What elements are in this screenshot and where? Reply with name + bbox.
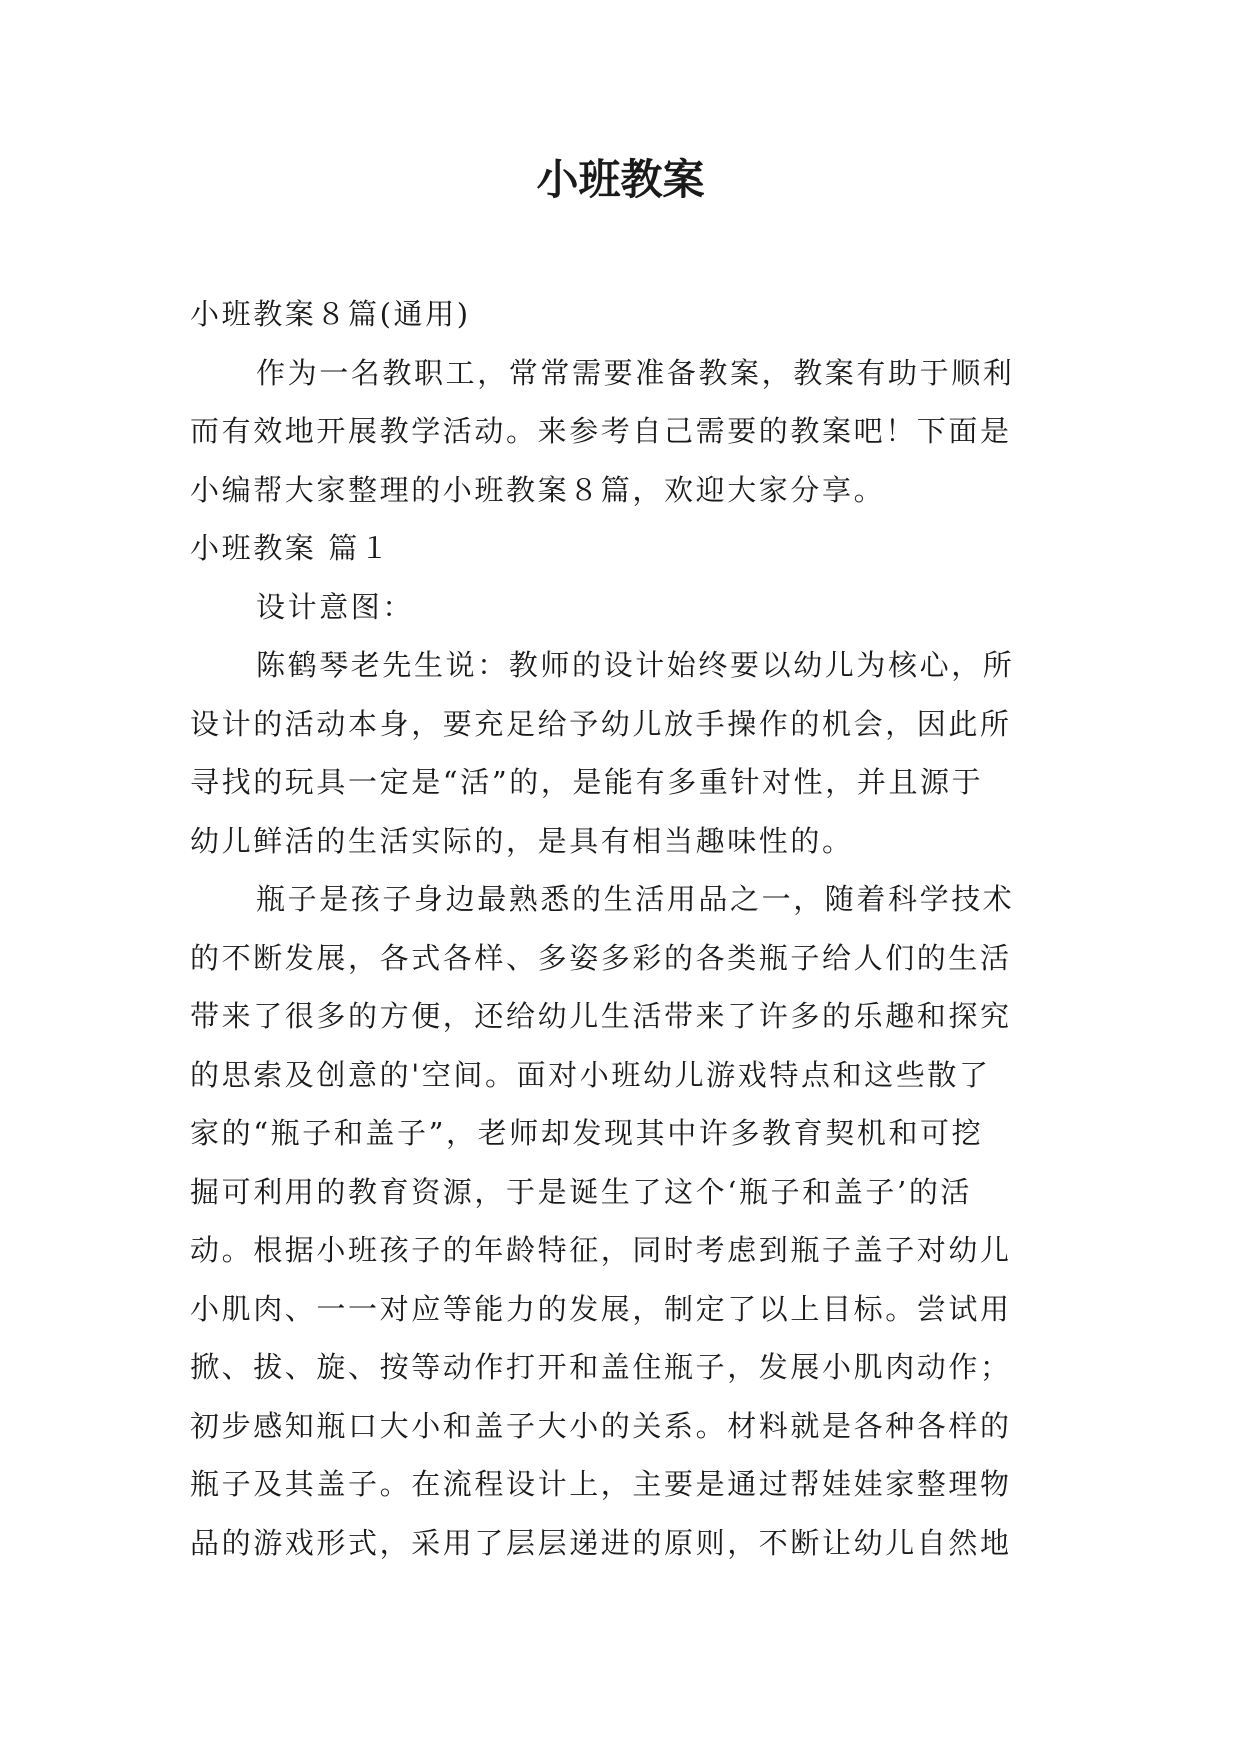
text-line: 家的“瓶子和盖子”，老师却发现其中许多教育契机和可挖 (190, 1116, 984, 1150)
text-line: 设计意图： (256, 589, 415, 624)
document-title: 小班教案 (536, 155, 705, 204)
text-line: 小肌肉、一一对应等能力的发展，制定了以上目标。尝试用 (190, 1291, 1012, 1326)
text-line: 的思索及创意的'空间。面对小班幼儿游戏特点和这些散了 (190, 1057, 991, 1092)
text-line: 而有效地开展教学活动。来参考自己需要的教案吧！下面是 (190, 414, 1012, 448)
document-body (190, 285, 1070, 1572)
text-line: 幼儿鲜活的生活实际的，是具有相当趣味性的。 (190, 823, 854, 858)
text-line: 的不断发展，各式各样、多姿多彩的各类瓶子给人们的生活 (190, 940, 1012, 975)
text-line: 动。根据小班孩子的年龄特征，同时考虑到瓶子盖子对幼儿 (190, 1233, 1012, 1267)
text-line: 寻找的玩具一定是“活”的，是能有多重针对性，并且源于 (190, 765, 984, 799)
text-line: 掘可利用的教育资源，于是诞生了这个‘瓶子和盖子’的活 (190, 1174, 973, 1209)
text-line: 初步感知瓶口大小和盖子大小的关系。材料就是各种各样的 (190, 1408, 1012, 1443)
text-line: 小编帮大家整理的小班教案８篇，欢迎大家分享。 (190, 472, 886, 507)
text-line: 设计的活动本身，要充足给予幼儿放手操作的机会，因此所 (190, 706, 1012, 741)
text-line: 品的游戏形式，采用了层层递进的原则，不断让幼儿自然地 (190, 1525, 1012, 1560)
text-line: 瓶子是孩子身边最熟悉的生活用品之一，随着科学技术 (256, 882, 1015, 916)
text-line: 作为一名教职工，常常需要准备教案，教案有助于顺利 (256, 355, 1015, 390)
text-line: 带来了很多的方便，还给幼儿生活带来了许多的乐趣和探究 (190, 999, 1012, 1033)
text-line: 瓶子及其盖子。在流程设计上，主要是通过帮娃娃家整理物 (190, 1467, 1012, 1501)
text-line: 小班教案 篇１ (190, 531, 392, 565)
text-line: 陈鹤琴老先生说：教师的设计始终要以幼儿为核心，所 (256, 648, 1015, 682)
text-line: 小班教案８篇(通用) (190, 297, 471, 331)
text-line: 掀、拔、旋、按等动作打开和盖住瓶子，发展小肌肉动作； (190, 1350, 1012, 1384)
